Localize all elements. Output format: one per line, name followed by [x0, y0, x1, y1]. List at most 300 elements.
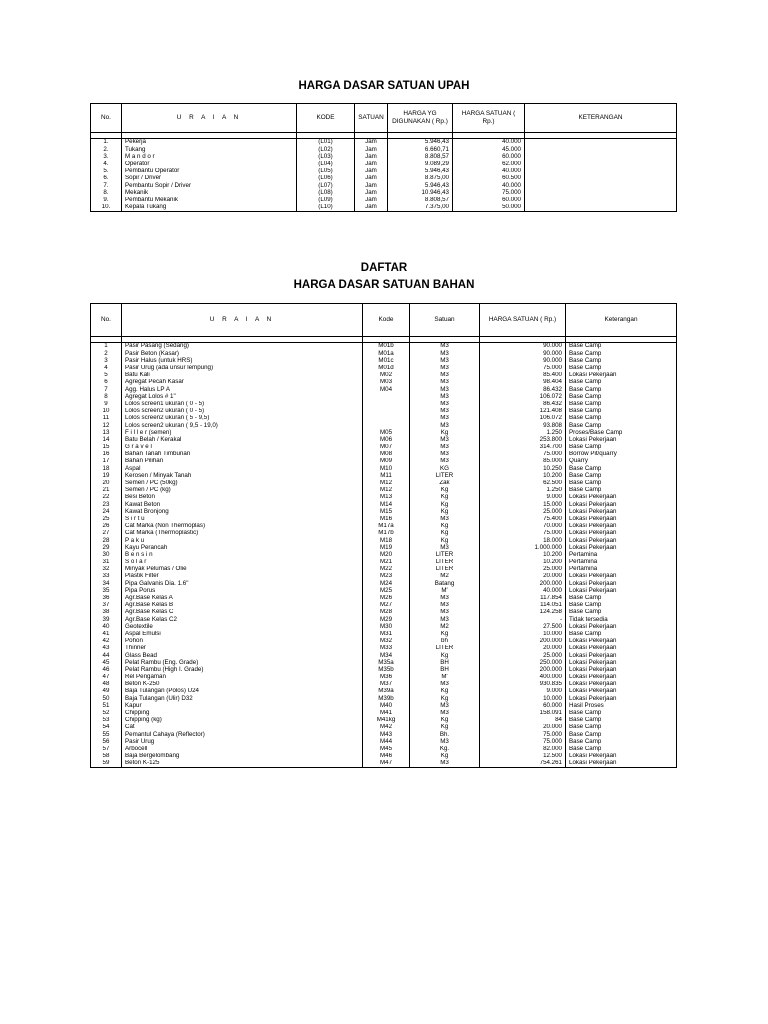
cell-satuan: LITER — [410, 551, 480, 558]
cell-uraian: Semen / PC (kg) — [122, 487, 363, 494]
cell-no: 5 — [91, 372, 122, 379]
cell-kode: (L08) — [297, 189, 355, 196]
cell-harga-satuan: 62.000 — [453, 161, 525, 168]
bahan-rows — [91, 337, 677, 768]
cell-keterangan: Lokasi Pekerjaan — [566, 544, 677, 551]
cell-no: 9. — [91, 197, 122, 204]
cell-uraian: Bahan Pilihan — [122, 458, 363, 465]
cell-kode: M16 — [363, 516, 410, 523]
cell-no: 50 — [91, 695, 122, 702]
cell-uraian: P a k u — [122, 537, 363, 544]
cell-satuan: Batang — [410, 580, 480, 587]
cell-no: 54 — [91, 724, 122, 731]
cell-no: 52 — [91, 710, 122, 717]
cell-keterangan — [525, 197, 677, 204]
cell-satuan: Kg — [410, 494, 480, 501]
cell-uraian: Plastik Filter — [122, 573, 363, 580]
cell-satuan: Jam — [355, 182, 388, 189]
cell-satuan: M3 — [410, 422, 480, 429]
cell-harga-satuan: 20.000 — [480, 645, 566, 652]
cell-no: 26 — [91, 523, 122, 530]
cell-satuan: M3 — [410, 738, 480, 745]
cell-uraian: Agg. Halus LP A — [122, 386, 363, 393]
cell-keterangan: Base Camp — [566, 717, 677, 724]
cell-kode: M08 — [363, 451, 410, 458]
cell-kode: M23 — [363, 573, 410, 580]
cell-no: 30 — [91, 551, 122, 558]
cell-satuan: Kg — [410, 631, 480, 638]
cell-satuan: LITER — [410, 559, 480, 566]
cell-uraian: Pembantu Mekanik — [122, 197, 297, 204]
cell-no: 58 — [91, 753, 122, 760]
table-row — [91, 551, 677, 558]
cell-kode: M03 — [363, 379, 410, 386]
cell-keterangan: Base Camp — [566, 480, 677, 487]
cell-satuan: M3 — [410, 386, 480, 393]
cell-uraian: Lolos screen2 ukuran ( 0 - 5) — [122, 408, 363, 415]
cell-harga-satuan: 40.000 — [453, 182, 525, 189]
cell-harga-satuan: 10.200 — [480, 551, 566, 558]
cell-kode: M22 — [363, 566, 410, 573]
cell-satuan: M2 — [410, 623, 480, 630]
cell-uraian: Beton K-250 — [122, 681, 363, 688]
cell-no: 15 — [91, 444, 122, 451]
cell-kode: (L09) — [297, 197, 355, 204]
cell-satuan: Kg — [410, 753, 480, 760]
cell-no: 2. — [91, 146, 122, 153]
page-bottom-margin — [0, 927, 768, 1024]
cell-harga-digunakan: 7.375,00 — [388, 204, 453, 212]
table-row — [91, 710, 677, 717]
cell-uraian: S i r t u — [122, 516, 363, 523]
cell-uraian: Agregat Pecah Kasar — [122, 379, 363, 386]
table-row — [91, 674, 677, 681]
cell-kode: M39b — [363, 695, 410, 702]
cell-satuan: Jam — [355, 139, 388, 147]
cell-harga-digunakan: 8.808,57 — [388, 197, 453, 204]
table-row — [91, 146, 677, 153]
cell-no: 41 — [91, 631, 122, 638]
cell-uraian: Pasir Urug (ada unsur lempung) — [122, 365, 363, 372]
header-harga-satuan: HARGA SATUAN ( Rp.) — [480, 304, 566, 337]
table-row — [91, 559, 677, 566]
cell-keterangan: Lokasi Pekerjaan — [566, 638, 677, 645]
cell-no: 2 — [91, 350, 122, 357]
cell-keterangan: Base Camp — [566, 602, 677, 609]
header-uraian: U R A I A N — [122, 104, 297, 133]
cell-keterangan: Lokasi Pekerjaan — [566, 372, 677, 379]
cell-kode: M04 — [363, 386, 410, 393]
table-row — [91, 602, 677, 609]
cell-harga-digunakan: 8.808,57 — [388, 153, 453, 160]
cell-satuan: Bh. — [410, 731, 480, 738]
cell-kode: (L10) — [297, 204, 355, 212]
cell-no: 51 — [91, 702, 122, 709]
cell-satuan: M' — [410, 587, 480, 594]
cell-uraian: Lolos screen1 ukuran ( 0 - 5) — [122, 401, 363, 408]
table-row — [91, 436, 677, 443]
cell-harga-satuan: 40.000 — [453, 139, 525, 147]
table-row — [91, 573, 677, 580]
cell-uraian: Batu Belah / Kerakal — [122, 436, 363, 443]
cell-uraian: Cat Marka (Non Thermoplas) — [122, 523, 363, 530]
cell-no: 56 — [91, 738, 122, 745]
cell-uraian: Pipa Galvanis Dia. 1.6" — [122, 580, 363, 587]
cell-no: 48 — [91, 681, 122, 688]
cell-harga-satuan: - — [480, 616, 566, 623]
cell-uraian: Agr.Base Kelas B — [122, 602, 363, 609]
bahan-title: HARGA DASAR SATUAN BAHAN — [293, 279, 475, 291]
cell-kode: M26 — [363, 595, 410, 602]
table-row — [91, 501, 677, 508]
cell-satuan: BH — [410, 659, 480, 666]
cell-no: 33 — [91, 573, 122, 580]
cell-satuan: M3 — [410, 393, 480, 400]
cell-harga-digunakan: 8.875,00 — [388, 175, 453, 182]
cell-harga-satuan: 75.000 — [480, 365, 566, 372]
cell-harga-satuan: 90.000 — [480, 343, 566, 351]
cell-harga-satuan: 90.000 — [480, 350, 566, 357]
cell-harga-satuan: 12.500 — [480, 753, 566, 760]
table-row — [91, 587, 677, 594]
cell-no: 3 — [91, 357, 122, 364]
upah-table — [90, 103, 677, 212]
cell-uraian: Agr.Base Kelas A — [122, 595, 363, 602]
cell-harga-satuan: 50.000 — [453, 204, 525, 212]
cell-satuan: Jam — [355, 175, 388, 182]
cell-harga-satuan: 60.000 — [453, 153, 525, 160]
table-row — [91, 659, 677, 666]
cell-no: 24 — [91, 508, 122, 515]
table-row — [91, 638, 677, 645]
cell-satuan: Kg — [410, 429, 480, 436]
cell-no: 23 — [91, 501, 122, 508]
cell-satuan: M3 — [410, 365, 480, 372]
cell-kode: M01d — [363, 365, 410, 372]
cell-uraian: Lolos screen2 ukuran ( 9,5 - 19,0) — [122, 422, 363, 429]
cell-keterangan: Lokasi Pekerjaan — [566, 516, 677, 523]
cell-harga-satuan: 1.000.000 — [480, 544, 566, 551]
cell-satuan: M3 — [410, 357, 480, 364]
cell-no: 46 — [91, 666, 122, 673]
cell-kode: (L02) — [297, 146, 355, 153]
cell-harga-satuan: 1.250 — [480, 487, 566, 494]
table-row — [91, 494, 677, 501]
cell-uraian: Baja Tulangan (Polos) U24 — [122, 688, 363, 695]
cell-keterangan: Tidak tersedia — [566, 616, 677, 623]
cell-no: 20 — [91, 480, 122, 487]
table-row — [91, 580, 677, 587]
cell-no: 38 — [91, 609, 122, 616]
cell-satuan: Kg — [410, 537, 480, 544]
cell-keterangan: Base Camp — [566, 343, 677, 351]
cell-satuan: Kg — [410, 652, 480, 659]
cell-satuan: LITER — [410, 472, 480, 479]
cell-satuan: M3 — [410, 408, 480, 415]
cell-satuan: Jam — [355, 204, 388, 212]
cell-satuan: M2 — [410, 573, 480, 580]
cell-kode: M18 — [363, 537, 410, 544]
cell-uraian: Geotextile — [122, 623, 363, 630]
cell-satuan: Jam — [355, 161, 388, 168]
cell-kode: (L06) — [297, 175, 355, 182]
cell-uraian: Tukang — [122, 146, 297, 153]
cell-kode: M32 — [363, 638, 410, 645]
cell-keterangan: Base Camp — [566, 408, 677, 415]
cell-keterangan: Lokasi Pekerjaan — [566, 652, 677, 659]
cell-uraian: Chipping — [122, 710, 363, 717]
header-kode: Kode — [363, 304, 410, 337]
cell-harga-satuan: 400.000 — [480, 674, 566, 681]
table-row — [91, 408, 677, 415]
cell-kode: M34 — [363, 652, 410, 659]
cell-satuan: KG — [410, 465, 480, 472]
cell-no: 6 — [91, 379, 122, 386]
cell-keterangan: Lokasi Pekerjaan — [566, 688, 677, 695]
cell-satuan: Jam — [355, 146, 388, 153]
cell-uraian: Kawat Bronjong — [122, 508, 363, 515]
cell-kode: (L01) — [297, 139, 355, 147]
table-row — [91, 393, 677, 400]
cell-uraian: Pekerja — [122, 139, 297, 147]
cell-no: 35 — [91, 587, 122, 594]
cell-no: 1 — [91, 343, 122, 351]
cell-harga-satuan: 86.432 — [480, 386, 566, 393]
cell-no: 40 — [91, 623, 122, 630]
table-row — [91, 189, 677, 196]
table-row — [91, 753, 677, 760]
cell-kode — [363, 393, 410, 400]
table-row — [91, 508, 677, 515]
cell-uraian: Kerosen / Minyak Tanah — [122, 472, 363, 479]
cell-uraian: Sopir / Driver — [122, 175, 297, 182]
cell-satuan: LITER — [410, 645, 480, 652]
cell-kode: M44 — [363, 738, 410, 745]
cell-satuan: Kg — [410, 717, 480, 724]
cell-harga-satuan: 9.000 — [480, 688, 566, 695]
cell-kode: (L07) — [297, 182, 355, 189]
cell-no: 29 — [91, 544, 122, 551]
cell-keterangan: Base Camp — [566, 393, 677, 400]
cell-harga-satuan: 25.000 — [480, 566, 566, 573]
cell-keterangan: Lokasi Pekerjaan — [566, 436, 677, 443]
cell-satuan: Kg — [410, 523, 480, 530]
cell-uraian: Minyak Pelumas / Olie — [122, 566, 363, 573]
cell-kode: M41kg — [363, 717, 410, 724]
cell-uraian: Kayu Perancah — [122, 544, 363, 551]
cell-keterangan: Base Camp — [566, 487, 677, 494]
cell-kode: (L05) — [297, 168, 355, 175]
cell-no: 25 — [91, 516, 122, 523]
cell-satuan: Jam — [355, 153, 388, 160]
cell-no: 34 — [91, 580, 122, 587]
cell-kode: M29 — [363, 616, 410, 623]
cell-keterangan: Lokasi Pekerjaan — [566, 537, 677, 544]
cell-no: 7 — [91, 386, 122, 393]
cell-no: 4. — [91, 161, 122, 168]
cell-kode: M06 — [363, 436, 410, 443]
cell-kode: M15 — [363, 508, 410, 515]
cell-no: 19 — [91, 472, 122, 479]
cell-no: 5. — [91, 168, 122, 175]
table-row — [91, 681, 677, 688]
cell-harga-satuan: 93.808 — [480, 422, 566, 429]
bahan-title-daftar: DAFTAR — [360, 262, 408, 274]
header-uraian: U R A I A N — [122, 304, 363, 337]
cell-uraian: Baja Bergelombang — [122, 753, 363, 760]
table-row — [91, 731, 677, 738]
cell-satuan: Kg — [410, 688, 480, 695]
cell-satuan: M3 — [410, 710, 480, 717]
table-row — [91, 666, 677, 673]
cell-kode: M24 — [363, 580, 410, 587]
cell-harga-satuan: 40.000 — [453, 168, 525, 175]
cell-uraian: Kapur — [122, 702, 363, 709]
cell-kode: M20 — [363, 551, 410, 558]
cell-uraian: Baja Tulangan (Ulir) D32 — [122, 695, 363, 702]
cell-no: 43 — [91, 645, 122, 652]
cell-harga-digunakan: 5.946,43 — [388, 139, 453, 147]
cell-harga-satuan: 85.000 — [480, 458, 566, 465]
bahan-table — [90, 303, 677, 768]
cell-uraian: Aspal Emulsi — [122, 631, 363, 638]
cell-harga-satuan: 27.500 — [480, 623, 566, 630]
cell-keterangan: Pertamina — [566, 559, 677, 566]
cell-satuan: M3 — [410, 681, 480, 688]
cell-kode — [363, 401, 410, 408]
cell-kode: (L03) — [297, 153, 355, 160]
table-row — [91, 379, 677, 386]
cell-uraian: Operator — [122, 161, 297, 168]
cell-satuan: Kg — [410, 724, 480, 731]
cell-uraian: Bahan Tanah Timbunan — [122, 451, 363, 458]
cell-no: 10. — [91, 204, 122, 212]
cell-satuan: Kg — [410, 530, 480, 537]
cell-keterangan: Base Camp — [566, 595, 677, 602]
cell-no: 9 — [91, 401, 122, 408]
cell-uraian: Agr.Base Kelas C — [122, 609, 363, 616]
cell-satuan: Kg — [410, 695, 480, 702]
cell-uraian: Pelat Rambu (Eng. Grade) — [122, 659, 363, 666]
table-row — [91, 357, 677, 364]
bahan-header-row — [91, 304, 677, 337]
cell-uraian: Besi Beton — [122, 494, 363, 501]
cell-satuan: M3 — [410, 415, 480, 422]
cell-harga-satuan: 98.404 — [480, 379, 566, 386]
cell-kode: M39a — [363, 688, 410, 695]
table-row — [91, 487, 677, 494]
cell-uraian: Cat Marka (Thermoplastic) — [122, 530, 363, 537]
cell-uraian: Thinner — [122, 645, 363, 652]
cell-kode: M47 — [363, 760, 410, 768]
table-row — [91, 544, 677, 551]
cell-no: 39 — [91, 616, 122, 623]
cell-keterangan — [525, 175, 677, 182]
upah-header-row — [91, 104, 677, 133]
cell-uraian: F i l l e r (semen) — [122, 429, 363, 436]
cell-harga-digunakan: 5.946,43 — [388, 168, 453, 175]
cell-harga-satuan: 124.258 — [480, 609, 566, 616]
cell-uraian: Pipa Porus — [122, 587, 363, 594]
table-row — [91, 343, 677, 351]
cell-keterangan: Base Camp — [566, 401, 677, 408]
cell-kode: M17b — [363, 530, 410, 537]
cell-no: 28 — [91, 537, 122, 544]
cell-harga-digunakan: 10.946,43 — [388, 189, 453, 196]
cell-kode — [363, 422, 410, 429]
cell-satuan: BH — [410, 666, 480, 673]
cell-kode — [363, 408, 410, 415]
cell-keterangan: Lokasi Pekerjaan — [566, 760, 677, 768]
cell-kode: M25 — [363, 587, 410, 594]
cell-kode: M42 — [363, 724, 410, 731]
cell-harga-satuan: 60.500 — [453, 175, 525, 182]
cell-kode: M17a — [363, 523, 410, 530]
cell-satuan: M3 — [410, 702, 480, 709]
cell-uraian: M a n d o r — [122, 153, 297, 160]
cell-keterangan: Base Camp — [566, 724, 677, 731]
table-row — [91, 724, 677, 731]
cell-no: 59 — [91, 760, 122, 768]
header-keterangan: Keterangan — [566, 304, 677, 337]
cell-keterangan — [525, 146, 677, 153]
table-row — [91, 401, 677, 408]
cell-kode: M45 — [363, 746, 410, 753]
cell-no: 49 — [91, 688, 122, 695]
cell-harga-satuan: 250.000 — [480, 659, 566, 666]
cell-keterangan: Base Camp — [566, 350, 677, 357]
cell-kode: M10 — [363, 465, 410, 472]
cell-kode: M11 — [363, 472, 410, 479]
cell-harga-satuan: 40.000 — [480, 587, 566, 594]
cell-kode: M28 — [363, 609, 410, 616]
cell-uraian: Pasir Pasang (Sedang) — [122, 343, 363, 351]
header-kode: KODE — [297, 104, 355, 133]
cell-harga-satuan: 25.000 — [480, 508, 566, 515]
cell-harga-satuan: 75.000 — [480, 530, 566, 537]
table-row — [91, 623, 677, 630]
cell-kode: M13 — [363, 494, 410, 501]
cell-kode: M31 — [363, 631, 410, 638]
table-row — [91, 645, 677, 652]
cell-no: 17 — [91, 458, 122, 465]
cell-keterangan: Lokasi Pekerjaan — [566, 623, 677, 630]
cell-keterangan: Lokasi Pekerjaan — [566, 681, 677, 688]
cell-uraian: G r a v e l — [122, 444, 363, 451]
cell-no: 31 — [91, 559, 122, 566]
cell-harga-satuan: 9.000 — [480, 494, 566, 501]
cell-no: 4 — [91, 365, 122, 372]
cell-harga-satuan: 20.000 — [480, 724, 566, 731]
cell-harga-satuan: 121.408 — [480, 408, 566, 415]
table-row — [91, 566, 677, 573]
cell-uraian: Kepala Tukang — [122, 204, 297, 212]
cell-satuan: Kg. — [410, 746, 480, 753]
cell-harga-satuan: 200.000 — [480, 638, 566, 645]
cell-keterangan: Base Camp — [566, 415, 677, 422]
table-row — [91, 609, 677, 616]
cell-uraian: Pembantu Operator — [122, 168, 297, 175]
cell-harga-satuan: 62.500 — [480, 480, 566, 487]
cell-uraian: S o l a r — [122, 559, 363, 566]
cell-uraian: Glass Bead — [122, 652, 363, 659]
cell-keterangan: Lokasi Pekerjaan — [566, 666, 677, 673]
cell-keterangan: Base Camp — [566, 631, 677, 638]
cell-satuan: M3 — [410, 372, 480, 379]
cell-uraian: Arbocell — [122, 746, 363, 753]
cell-no: 8. — [91, 189, 122, 196]
cell-satuan: Jam — [355, 189, 388, 196]
